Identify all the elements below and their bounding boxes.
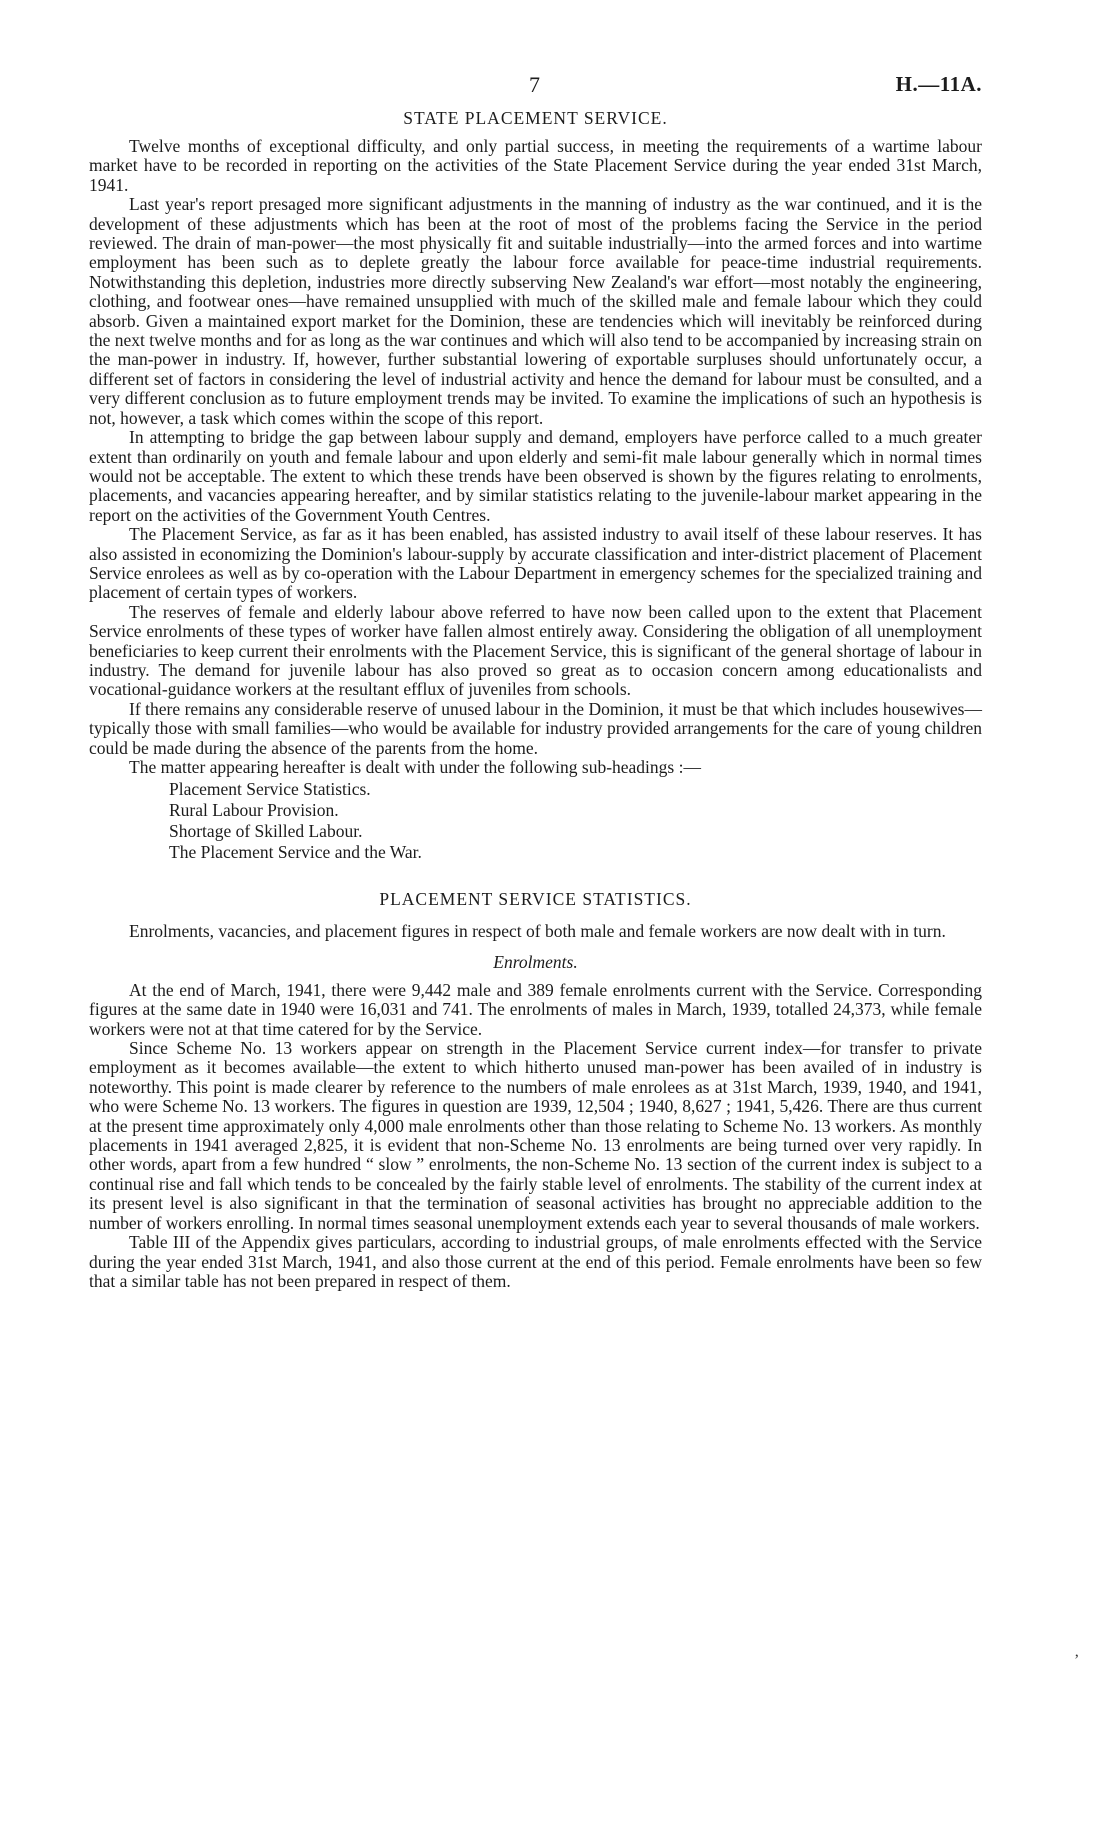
paragraph: Since Scheme No. 13 workers appear on strength in the Placement Service current index—for transfer to private employment as it becomes available—the extent to which hitherto unused man-power has been availed of in industry is noteworthy. This point is made clearer by reference to the numbers of male enrolees as at 31st March, 1939, 1940, and 1941, who were Scheme No. 13 workers. The figures in question are 1939, 12,504 ; 1940, 8,627 ; 1941, 5,426. There are thus current at the present time approximately only 4,000 male enrolments other than those relating to Scheme No. 13 workers. As monthly placements in 1941 averaged 2,825, it is evident that non-Scheme No. 13 enrolments are being turned over very rapidly. In other words, apart from a few hundred “ slow ” enrolments, the non-Scheme No. 13 section of the current index is subject to a continual rise and fall which tends to be concealed by the fairly stable level of enrolments. The stability of the current index at its present level is also significant in that the termination of seasonal activities has brought no appreciable addition to the number of workers enrolling. In normal times seasonal unemployment extends each year to several thousands of male workers. (89, 1038, 982, 1233)
subheading-list (89, 779, 982, 863)
paragraph: If there remains any considerable reserve of unused labour in the Dominion, it must be that which includes housewives—typically those with small families—who would be available for industry provided arrangements for the care of young children could be made during the absence of the parents from the home. (89, 698, 982, 758)
subheading-list-item: Shortage of Skilled Labour. (169, 821, 363, 842)
paragraph: The matter appearing hereafter is dealt with under the following sub-headings :— (129, 757, 701, 777)
subheading-list-item: Placement Service Statistics. (169, 779, 371, 800)
paragraph: In attempting to bridge the gap between labour supply and demand, employers have perforce called to a much greater extent than ordinarily on youth and female labour and upon elderly and semi-fit male labour generally which in normal times would not be acceptable. The extent to which these trends have been observed is shown by the figures relating to enrolments, placements, and vacancies appearing hereafter, and by similar statistics relating to the juvenile-labour market appearing in the report on the activities of the Government Youth Centres. (89, 427, 982, 525)
paragraph: The Placement Service, as far as it has been enabled, has assisted industry to avail itself of these labour reserves. It has also assisted in economizing the Dominion's labour-supply by accurate classification and inter-district placement of Placement Service enrolees as well as by co-operation with the Labour Department in emergency schemes for the specialized training and placement of certain types of workers. (89, 524, 982, 603)
margin-tick-mark: ’ (1074, 1652, 1080, 1669)
paragraph: Last year's report presaged more significant adjustments in the manning of industry as the war continued, and it is the development of these adjustments which has been at the root of most of the problems facing the Service in the period reviewed. The drain of man-power—the most physically fit and suitable industrially—into the armed forces and into wartime employment has been such as to deplete greatly the labour force available for peace-time industrial requirements. Notwithstanding this depletion, industries more directly subserving New Zealand's war effort—most notably the engineering, clothing, and footwear ones—have remained unsupplied with much of the skilled male and female labour which they could absorb. Given a maintained export market for the Dominion, these are tendencies which will inevitably be reinforced during the next twelve months and for as long as the war continues and which will also tend to be accompanied by increasing strain on the man-power in industry. If, however, further substantial lowering of exportable surpluses should unfortunately occur, a different set of factors in considering the level of industrial activity and hence the demand for labour must be consulted, and a very different conclusion as to future employment trends may be invited. To examine the implications of such an hypothesis is not, however, a task which comes within the scope of this report. (89, 194, 982, 428)
paragraph: At the end of March, 1941, there were 9,442 male and 389 female enrolments current with the Service. Corresponding figures at the same date in 1940 were 16,031 and 741. The enrolments of males in March, 1939, totalled 24,373, while female workers were not at that time catered for by the Service. (89, 979, 982, 1039)
section-heading-state-placement-service: STATE PLACEMENT SERVICE. (403, 108, 668, 128)
paragraph: Twelve months of exceptional difficulty, and only partial success, in meeting the requirements of a wartime labour market have to be recorded in reporting on the activities of the State Placement Service during the year ended 31st March, 1941. (89, 136, 982, 195)
page-header (89, 70, 982, 102)
subheading-enrolments: Enrolments. (493, 951, 578, 972)
paragraph: The reserves of female and elderly labour above referred to have now been called upon to the extent that Placement Service enrolments of these types of worker have fallen almost entirely away. Considering the obligation of all unemployment beneficiaries to keep current their enrolments with the Placement Service, this is significant of the general shortage of labour in industry. The demand for juvenile labour has also proved so great as to occasion concern among educationalists and vocational-guidance workers at the resultant efflux of juveniles from schools. (89, 601, 982, 700)
page-number: 7 (529, 72, 540, 97)
paragraph: Enrolments, vacancies, and placement figures in respect of both male and female workers are now dealt with in turn. (129, 921, 946, 942)
subheading-list-item: The Placement Service and the War. (169, 842, 422, 863)
document-page (89, 70, 982, 1291)
subheading-list-item: Rural Labour Provision. (169, 800, 339, 821)
section-heading-placement-service-statistics: PLACEMENT SERVICE STATISTICS. (379, 889, 692, 910)
paragraph: Table III of the Appendix gives particulars, according to industrial groups, of male enrolments effected with the Service during the year ended 31st March, 1941, and also those current at the end of this period. Female enrolments have been so few that a similar table has not been prepared in respect of them. (89, 1232, 982, 1291)
document-reference: H.—11A. (895, 72, 982, 96)
